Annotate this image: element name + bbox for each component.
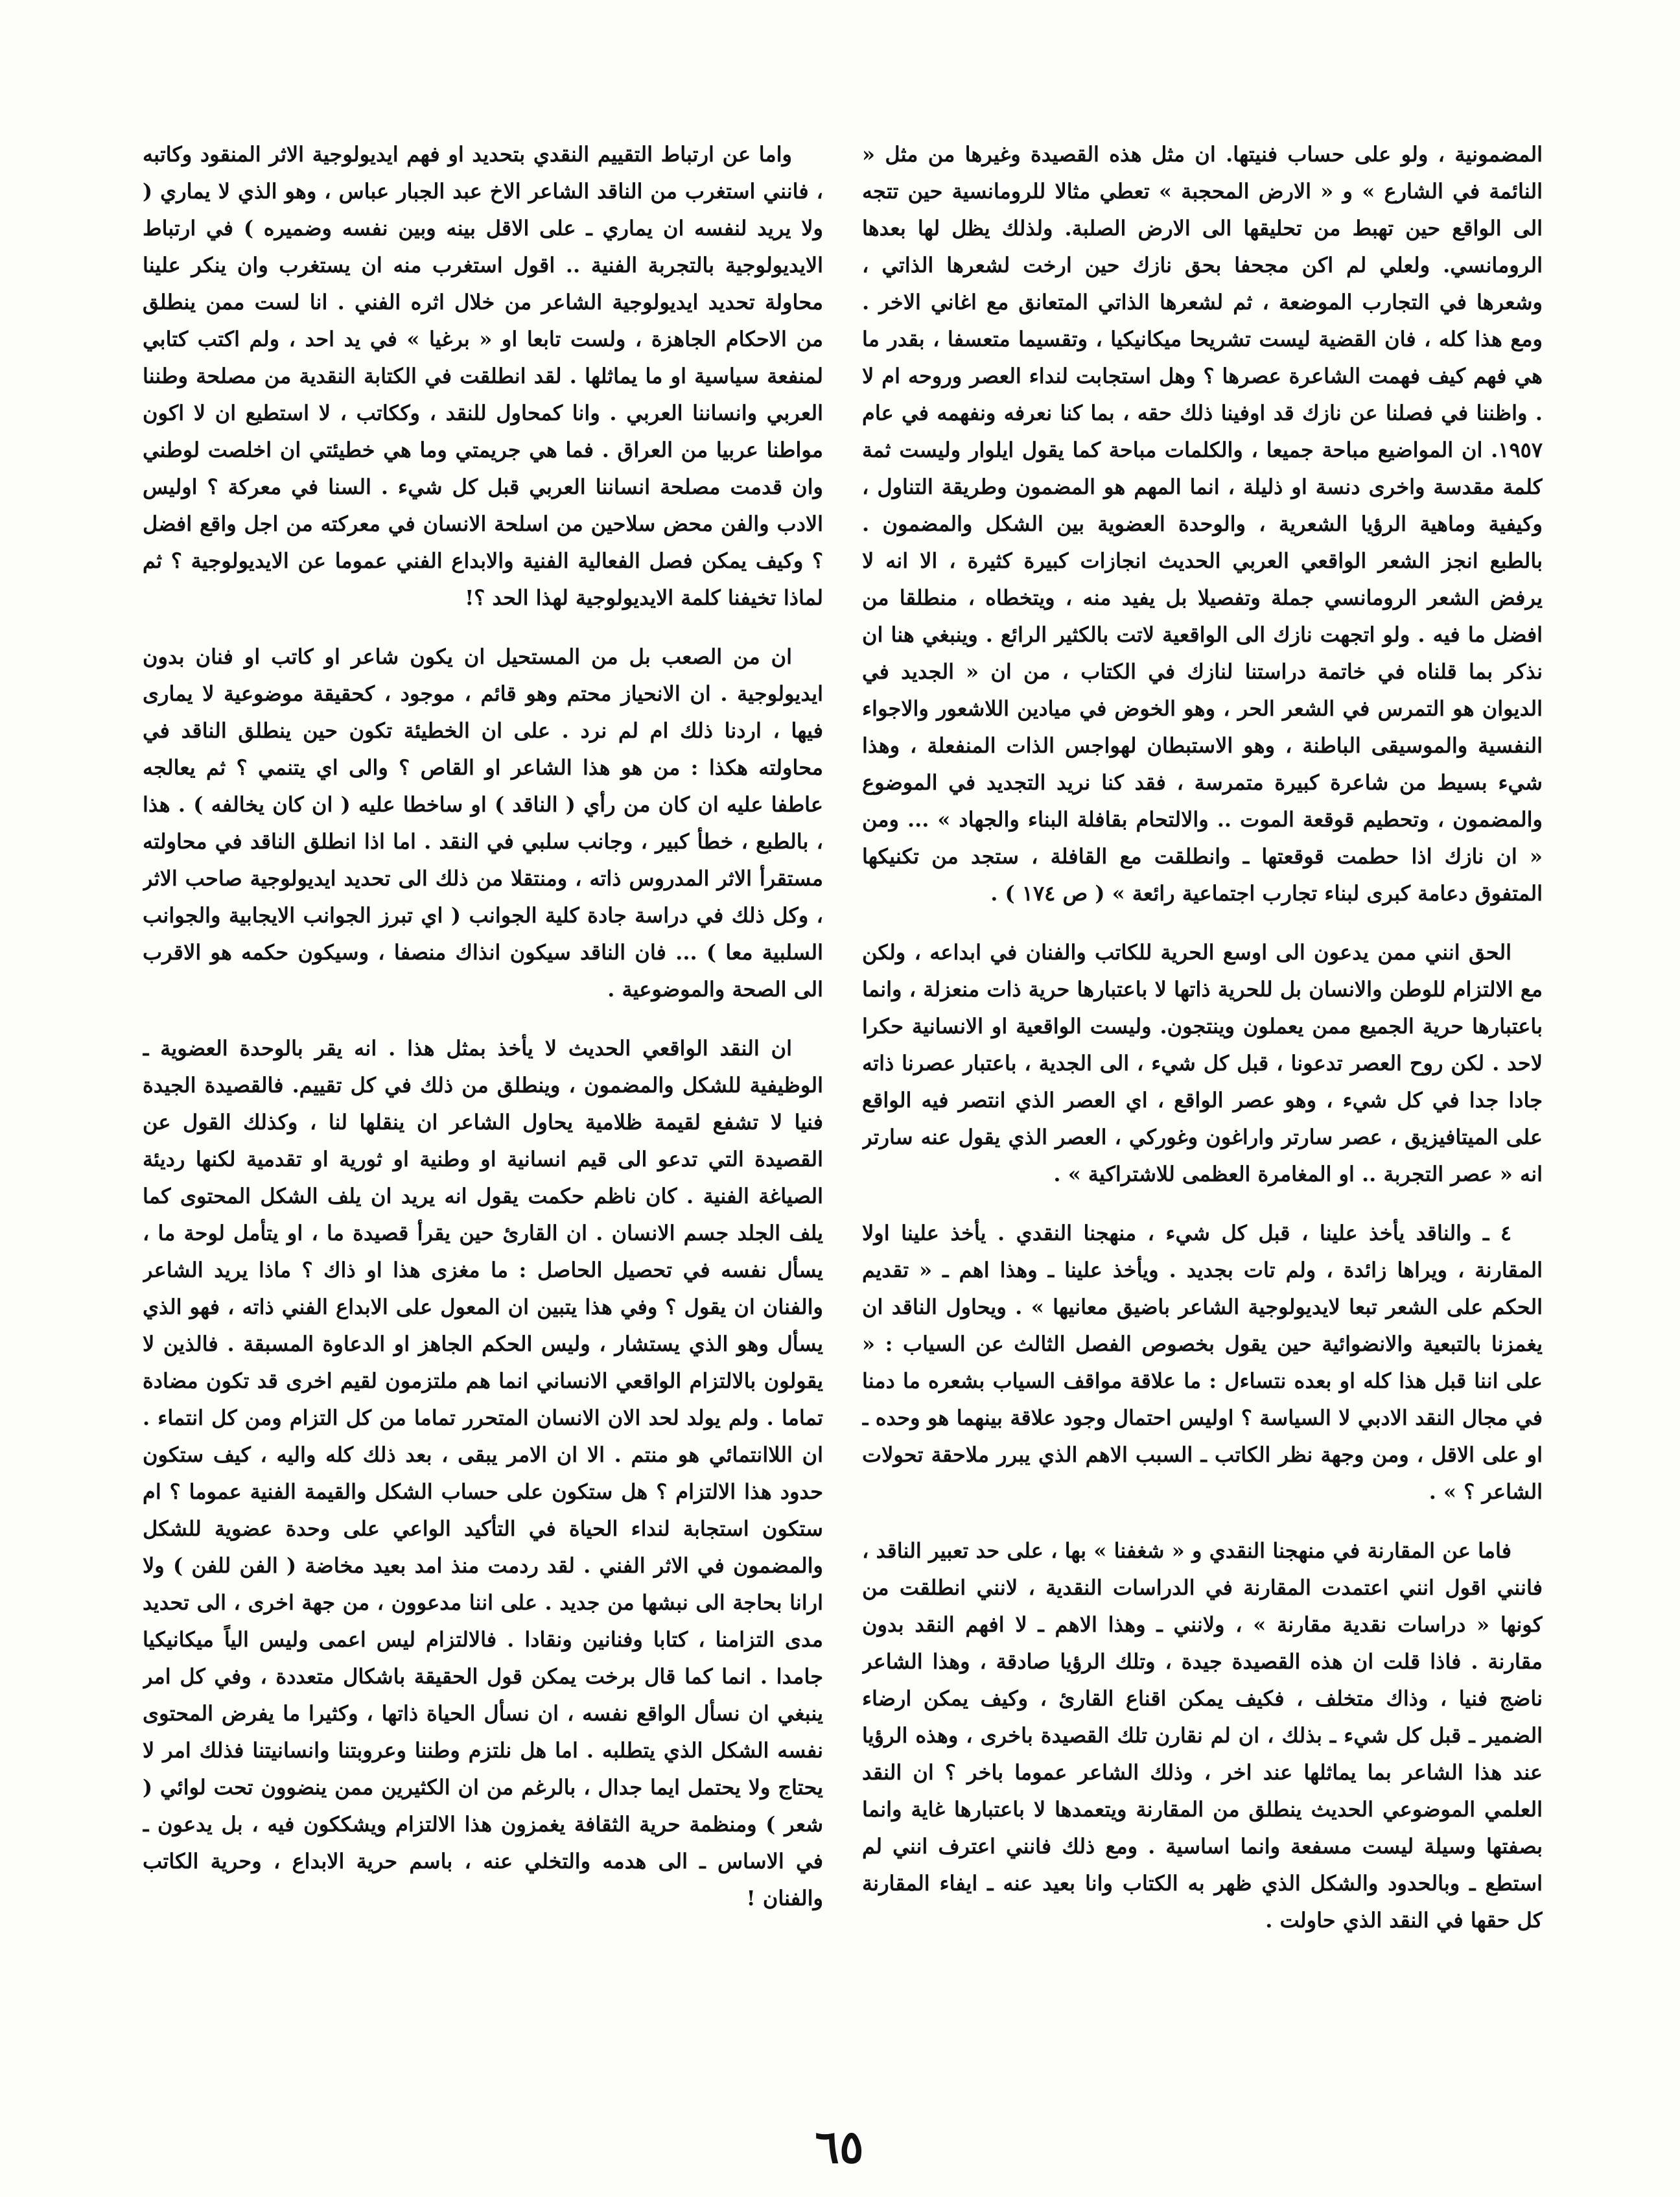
right-paragraph-4: فاما عن المقارنة في منهجنا النقدي و « شغفنا » بها ، على حد تعبير الناقد ، فانني اقول انني اعتمدت المقارنة في الدراسات النقدية ، لانني انطلقت من كونها « دراسات نقدية مقارنة » ، ولانني ـ وهذا الاهم ـ لا افهم النقد بدون مقارنة . فاذا قلت ان هذه القصيدة جيدة ، وتلك الرؤيا صادقة ، وهذا الشاعر ناضج فنيا ، وذاك متخلف ، فكيف يمكن اقناع القارئ ، وكيف يمكن ارضاء الضمير ـ قبل كل شيء ـ بذلك ، ان لم نقارن تلك القصيدة باخرى ، وهذه الرؤيا عند هذا الشاعر بما يماثلها عند اخر ، وذلك الشاعر عموما باخر ؟ ان النقد العلمي الموضوعي الحديث ينطلق من المقارنة ويتعمدها لا باعتبارها غاية وانما بصفتها وسيلة ليست مسفعة وانما اساسية . ومع ذلك فانني اعترف انني لم استطع ـ وبالحدود والشكل الذي ظهر به الكتاب وانا بعيد عنه ـ ايفاء المقارنة كل حقها في النقد الذي حاولت . xyxy=(862,1538,1543,1933)
right-paragraph-1: المضمونية ، ولو على حساب فنيتها. ان مثل هذه القصيدة وغيرها من مثل « النائمة في الشارع » و « الارض المحجبة » تعطي مثالا للرومانسية حين تتجه الى الواقع حين تهبط من تحليقها الى الارض الصلبة. ولذلك يظل لها بعدها الرومانسي. ولعلي لم اكن مجحفا بحق نازك حين ارخت لشعرها الذاتي ، وشعرها في التجارب الموضعة ، ثم لشعرها الذاتي المتعانق مع اغاني الاخر . ومع هذا كله ، فان القضية ليست تشريحا ميكانيكيا ، وتقسيما متعسفا ، بقدر ما هي فهم كيف فهمت الشاعرة عصرها ؟ وهل استجابت لنداء العصر وروحه ام لا . واظننا في فصلنا عن نازك قد اوفينا ذلك حقه ، بما كنا نعرفه ونفهمه في عام ١٩٥٧. ان المواضيع مباحة جميعا ، والكلمات مباحة كما يقول ايلوار وليست ثمة كلمة مقدسة واخرى دنسة او ذليلة ، انما المهم هو المضمون وطريقة التناول ، وكيفية وماهية الرؤيا الشعرية ، والوحدة العضوية بين الشكل والمضمون . بالطبع انجز الشعر الواقعي العربي الحديث انجازات كبيرة كثيرة ، الا انه لا يرفض الشعر الرومانسي جملة وتفصيلا بل يفيد منه ، ويتخطاه ، منطلقا من افضل ما فيه . ولو اتجهت نازك الى الواقعية لاتت بالكثير الرائع . وينبغي هنا ان نذكر بما قلناه في خاتمة دراستنا لنازك في الكتاب ، من ان « الجديد في الديوان هو التمرس في الشعر الحر ، وهو الخوض في ميادين اللاشعور والاجواء النفسية والموسيقى الباطنة ، وهو الاستبطان لهواجس الذات المنفعلة ، وهذا شيء بسيط من شاعرة كبيرة متمرسة ، فقد كنا نريد التجديد في الموضوع والمضمون ، وتحطيم قوقعة الموت .. والالتحام بقافلة البناء والجهاد » ... ومن « ان نازك اذا حطمت قوقعتها ـ وانطلقت مع القافلة ، ستجد من تكنيكها المتفوق دعامة كبرى لبناء تجارب اجتماعية رائعة » ( ص ١٧٤ ) . xyxy=(862,142,1543,906)
page-number: ٦٥ xyxy=(815,2120,864,2174)
left-paragraph-2: ان من الصعب بل من المستحيل ان يكون شاعر او كاتب او فنان بدون ايديولوجية . ان الانحياز محتم وهو قائم ، موجود ، كحقيقة موضوعية لا يمارى فيها ، اردنا ذلك ام لم نرد . على ان الخطيئة تكون حين ينطلق الناقد في محاولته هكذا : من هو هذا الشاعر او القاص ؟ والى اي يتنمي ؟ ثم يعالجه عاطفا عليه ان كان من رأي ( الناقد ) او ساخطا عليه ( ان كان يخالفه ) . هذا ، بالطبع ، خطأ كبير ، وجانب سلبي في النقد . اما اذا انطلق الناقد في محاولته مستقرأ الاثر المدروس ذاته ، ومنتقلا من ذلك الى تحديد ايديولوجية صاحب الاثر ، وكل ذلك في دراسة جادة كلية الجوانب ( اي تبرز الجوانب الايجابية والجوانب السلبية معا ) ... فان الناقد سيكون انذاك منصفا ، وسيكون حكمه هو الاقرب الى الصحة والموضوعية . xyxy=(143,644,823,1002)
left-column xyxy=(143,136,823,2087)
right-paragraph-3: ٤ ـ والناقد يأخذ علينا ، قبل كل شيء ، منهجنا النقدي . يأخذ علينا اولا المقارنة ، ويراها زائدة ، ولم تات بجديد . ويأخذ علينا ـ وهذا اهم ـ « تقديم الحكم على الشعر تبعا لايديولوجية الشاعر باضيق معانيها » . ويحاول الناقد ان يغمزنا بالتبعية والانضوائية حين يقول بخصوص الفصل الثالث عن السياب : « على اننا قبل هذا كله او بعده نتساءل : ما علاقة مواقف السياب بشعره ما دمنا في مجال النقد الادبي لا السياسة ؟ اوليس احتمال وجود علاقة بينهما هو وحده ـ او على الاقل ، ومن وجهة نظر الكاتب ـ السبب الاهم الذي يبرر ملاحقة تحولات الشاعر ؟ » . xyxy=(862,1221,1543,1504)
left-paragraph-1: واما عن ارتباط التقييم النقدي بتحديد او فهم ايديولوجية الاثر المنقود وكاتبه ، فانني استغرب من الناقد الشاعر الاخ عبد الجبار عباس ، وهو الذي لا يماري ( ولا يريد لنفسه ان يماري ـ على الاقل بينه وبين نفسه وضميره ) في ارتباط الايديولوجية بالتجربة الفنية .. اقول استغرب منه ان يستغرب وان ينكر علينا محاولة تحديد ايديولوجية الشاعر من خلال اثره الفني . انا لست ممن ينطلق من الاحكام الجاهزة ، ولست تابعا او « برغيا » في يد احد ، ولم اكتب كتابي لمنفعة سياسية او ما يماثلها . لقد انطلقت في الكتابة النقدية من مصلحة وطننا العربي وانساننا العربي . وانا كمحاول للنقد ، وككاتب ، لا استطيع ان لا اكون مواطنا عربيا من العراق . فما هي جريمتي وما هي خطيئتي ان اخلصت لوطني وان قدمت مصلحة انساننا العربي قبل كل شيء . السنا في معركة ؟ اوليس الادب والفن محض سلاحين من اسلحة الانسان في معركته من اجل واقع افضل ؟ وكيف يمكن فصل الفعالية الفنية والابداع الفني عموما عن الايديولوجية ؟ ثم لماذا تخيفنا كلمة الايديولوجية لهذا الحد ؟! xyxy=(143,142,823,610)
right-paragraph-2: الحق انني ممن يدعون الى اوسع الحرية للكاتب والفنان في ابداعه ، ولكن مع الالتزام للوطن والانسان بل للحرية ذاتها لا باعتبارها حرية ذات منعزلة ، وانما باعتبارها حرية الجميع ممن يعملون وينتجون. وليست الواقعية او الانسانية حكرا لاحد . لكن روح العصر تدعونا ، قبل كل شيء ، الى الجدية ، باعتبار عصرنا ذاته جادا جدا في كل شيء ، وهو عصر الواقع ، اي العصر الذي انتصر فيه الواقع على الميتافيزيق ، عصر سارتر واراغون وغوركي ، العصر الذي يقول عنه سارتر انه « عصر التجربة .. او المغامرة العظمى للاشتراكية » . xyxy=(862,940,1543,1186)
left-paragraph-3: ان النقد الواقعي الحديث لا يأخذ بمثل هذا . انه يقر بالوحدة العضوية ـ الوظيفية للشكل والمضمون ، وينطلق من ذلك في كل تقييم. فالقصيدة الجيدة فنيا لا تشفع لقيمة ظلامية يحاول الشاعر ان ينقلها لنا ، وكذلك القول عن القصيدة التي تدعو الى قيم انسانية او وطنية او ثورية او تقدمية لكنها رديئة الصياغة الفنية . كان ناظم حكمت يقول انه يريد ان يلف الشكل المحتوى كما يلف الجلد جسم الانسان . ان القارئ حين يقرأ قصيدة ما ، او يتأمل لوحة ما ، يسأل نفسه في تحصيل الحاصل : ما مغزى هذا او ذاك ؟ ماذا يريد الشاعر والفنان ان يقول ؟ وفي هذا يتبين ان المعول على الابداع الفني ذاته ، فهو الذي يسأل وهو الذي يستشار ، وليس الحكم الجاهز او الدعاوة المسبقة . فالذين لا يقولون بالالتزام الواقعي الانساني انما هم ملتزمون لقيم اخرى قد تكون مضادة تماما . ولم يولد لحد الان الانسان المتحرر تماما من كل التزام ومن كل انتماء . ان اللاانتمائي هو منتم . الا ان الامر يبقى ، بعد ذلك كله واليه ، كيف ستكون حدود هذا الالتزام ؟ هل ستكون على حساب الشكل والقيمة الفنية عموما ؟ ام ستكون استجابة لنداء الحياة في التأكيد الواعي على وحدة عضوية للشكل والمضمون في الاثر الفني . لقد ردمت منذ امد بعيد مخاضة ( الفن للفن ) ولا ارانا بحاجة الى نبشها من جديد . على اننا مدعوون ، من جهة اخرى ، الى تحديد مدى التزامنا ، كتابا وفنانين ونقادا . فالالتزام ليس اعمى وليس الياً ميكانيكيا جامدا . انما كما قال برخت يمكن قول الحقيقة باشكال متعددة ، وفي كل امر ينبغي ان نسأل الواقع نفسه ، ان نسأل الحياة ذاتها ، وكثيرا ما يفرض المحتوى نفسه الشكل الذي يتطلبه . اما هل نلتزم وطننا وعروبتنا وانسانيتنا فذلك امر لا يحتاج ولا يحتمل ايما جدال ، بالرغم من ان الكثيرين ممن ينضوون تحت لوائي ( شعر ) ومنظمة حرية الثقافة يغمزون هذا الالتزام ويشككون فيه ، بل يدعون ـ في الاساس ـ الى هدمه والتخلي عنه ، باسم حرية الابداع ، وحرية الكاتب والفنان ! xyxy=(143,1036,823,1910)
right-column xyxy=(862,136,1543,2087)
